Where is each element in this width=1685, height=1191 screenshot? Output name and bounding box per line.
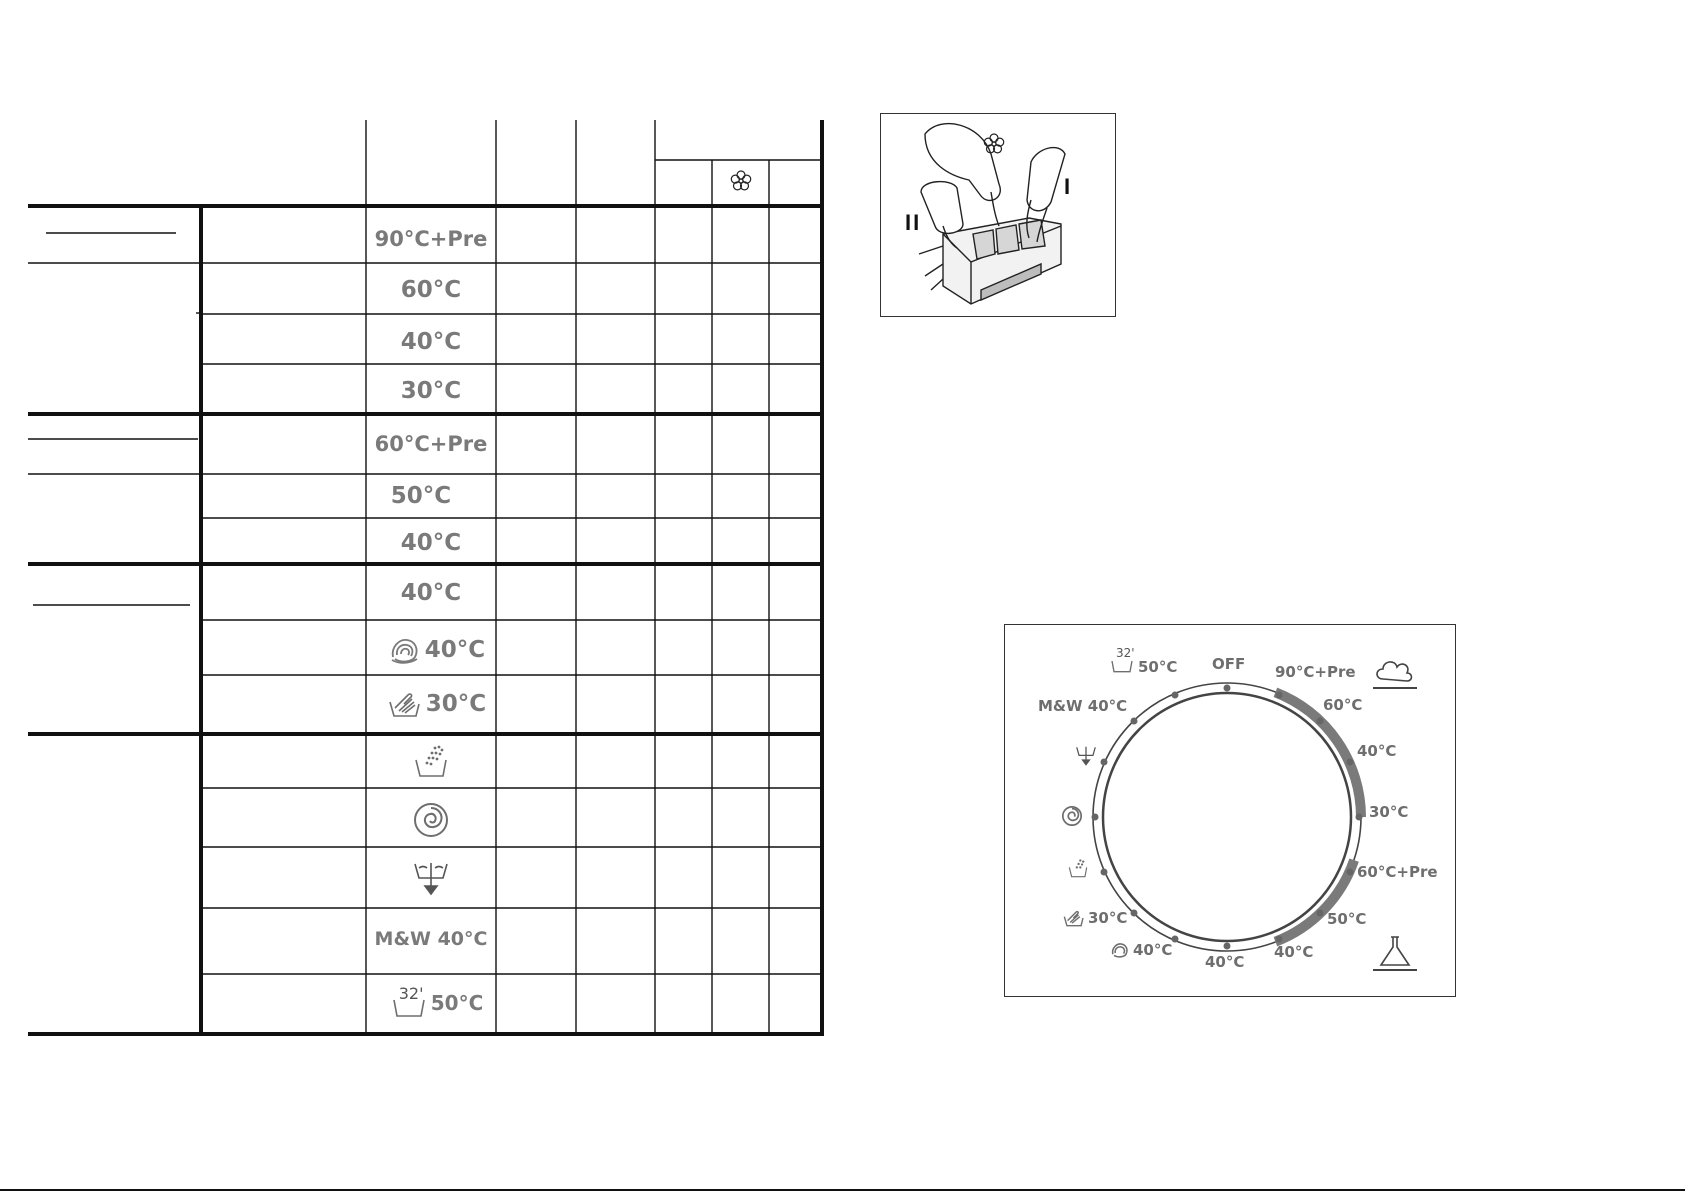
dial-mw-40-label: M&W 40°C xyxy=(1038,697,1128,715)
drain-icon xyxy=(413,860,449,898)
wool-icon xyxy=(389,635,421,665)
programme-label: 40°C xyxy=(400,530,462,556)
dial-off-label: OFF xyxy=(1212,655,1246,673)
programme-50 xyxy=(356,479,486,513)
compartment-i-label: I xyxy=(1064,174,1071,199)
dial-hand-wash-text: 30°C xyxy=(1088,908,1128,927)
programme-label: 40°C xyxy=(400,580,462,606)
programme-label: 50°C xyxy=(430,991,484,1015)
dial-40-bottom-label: 40°C xyxy=(1205,953,1245,971)
programme-label: 30°C xyxy=(425,691,487,717)
dial-50-label: 50°C xyxy=(1327,910,1367,928)
dial-30-label: 30°C xyxy=(1369,803,1409,821)
detergent-dispenser-illustration xyxy=(880,113,1116,317)
programme-60 xyxy=(366,273,496,307)
cotton-cloud-icon xyxy=(1371,655,1419,691)
programme-drain xyxy=(366,858,496,900)
dial-60-label: 60°C xyxy=(1323,696,1363,714)
dial-hand-wash-30-label xyxy=(1063,909,1127,927)
dial-32-text: 50°C xyxy=(1138,658,1178,676)
programme-90-pre xyxy=(366,222,496,256)
hand-wash-icon xyxy=(388,690,422,718)
timer-32-icon xyxy=(391,986,427,1020)
dial-40-synthetic-label: 40°C xyxy=(1274,943,1314,961)
programme-label: 30°C xyxy=(400,378,462,404)
programme-30 xyxy=(366,374,496,408)
programme-label: 50°C xyxy=(390,483,452,509)
programme-hand-wash-30 xyxy=(372,686,502,722)
dial-32min-50-label xyxy=(1110,646,1178,676)
flower-icon xyxy=(984,134,1003,153)
spin-icon xyxy=(413,802,449,838)
programme-label: 40°C xyxy=(424,637,486,663)
dial-wool-40-label xyxy=(1110,941,1172,959)
programme-label: 40°C xyxy=(400,329,462,355)
programme-rinse xyxy=(366,740,496,782)
programme-40-delicate xyxy=(366,576,496,610)
programme-mw-40 xyxy=(366,922,496,956)
programme-label: 90°C+Pre xyxy=(374,227,488,251)
flask-icon xyxy=(1371,933,1419,973)
wool-icon xyxy=(1110,941,1130,959)
timer-32-icon xyxy=(1110,646,1135,675)
programme-label: 60°C xyxy=(400,277,462,303)
spin-icon xyxy=(1061,805,1083,827)
programme-label: M&W 40°C xyxy=(374,928,488,950)
programme-spin xyxy=(366,800,496,840)
programme-40-synthetic xyxy=(366,526,496,560)
programme-wool-40 xyxy=(372,632,502,668)
flower-icon xyxy=(731,171,750,190)
programme-60-pre xyxy=(366,427,496,461)
compartment-ii-label: II xyxy=(905,210,922,235)
programme-32min-50 xyxy=(372,982,502,1024)
programme-40 xyxy=(366,325,496,359)
programme-label: 60°C+Pre xyxy=(374,432,488,456)
dial-40-label: 40°C xyxy=(1357,742,1397,760)
timer-32-text: 32' xyxy=(1116,646,1135,660)
dial-wool-text: 40°C xyxy=(1133,940,1173,959)
dial-60-pre-label: 60°C+Pre xyxy=(1357,863,1438,881)
hand-wash-icon xyxy=(1063,909,1085,927)
programme-dial-illustration xyxy=(1004,624,1456,997)
drain-icon xyxy=(1075,745,1097,767)
rinse-icon xyxy=(413,742,449,780)
rinse-icon xyxy=(1067,857,1089,879)
timer-32-text: 32' xyxy=(398,984,424,1003)
dial-90-pre-label: 90°C+Pre xyxy=(1275,663,1356,681)
